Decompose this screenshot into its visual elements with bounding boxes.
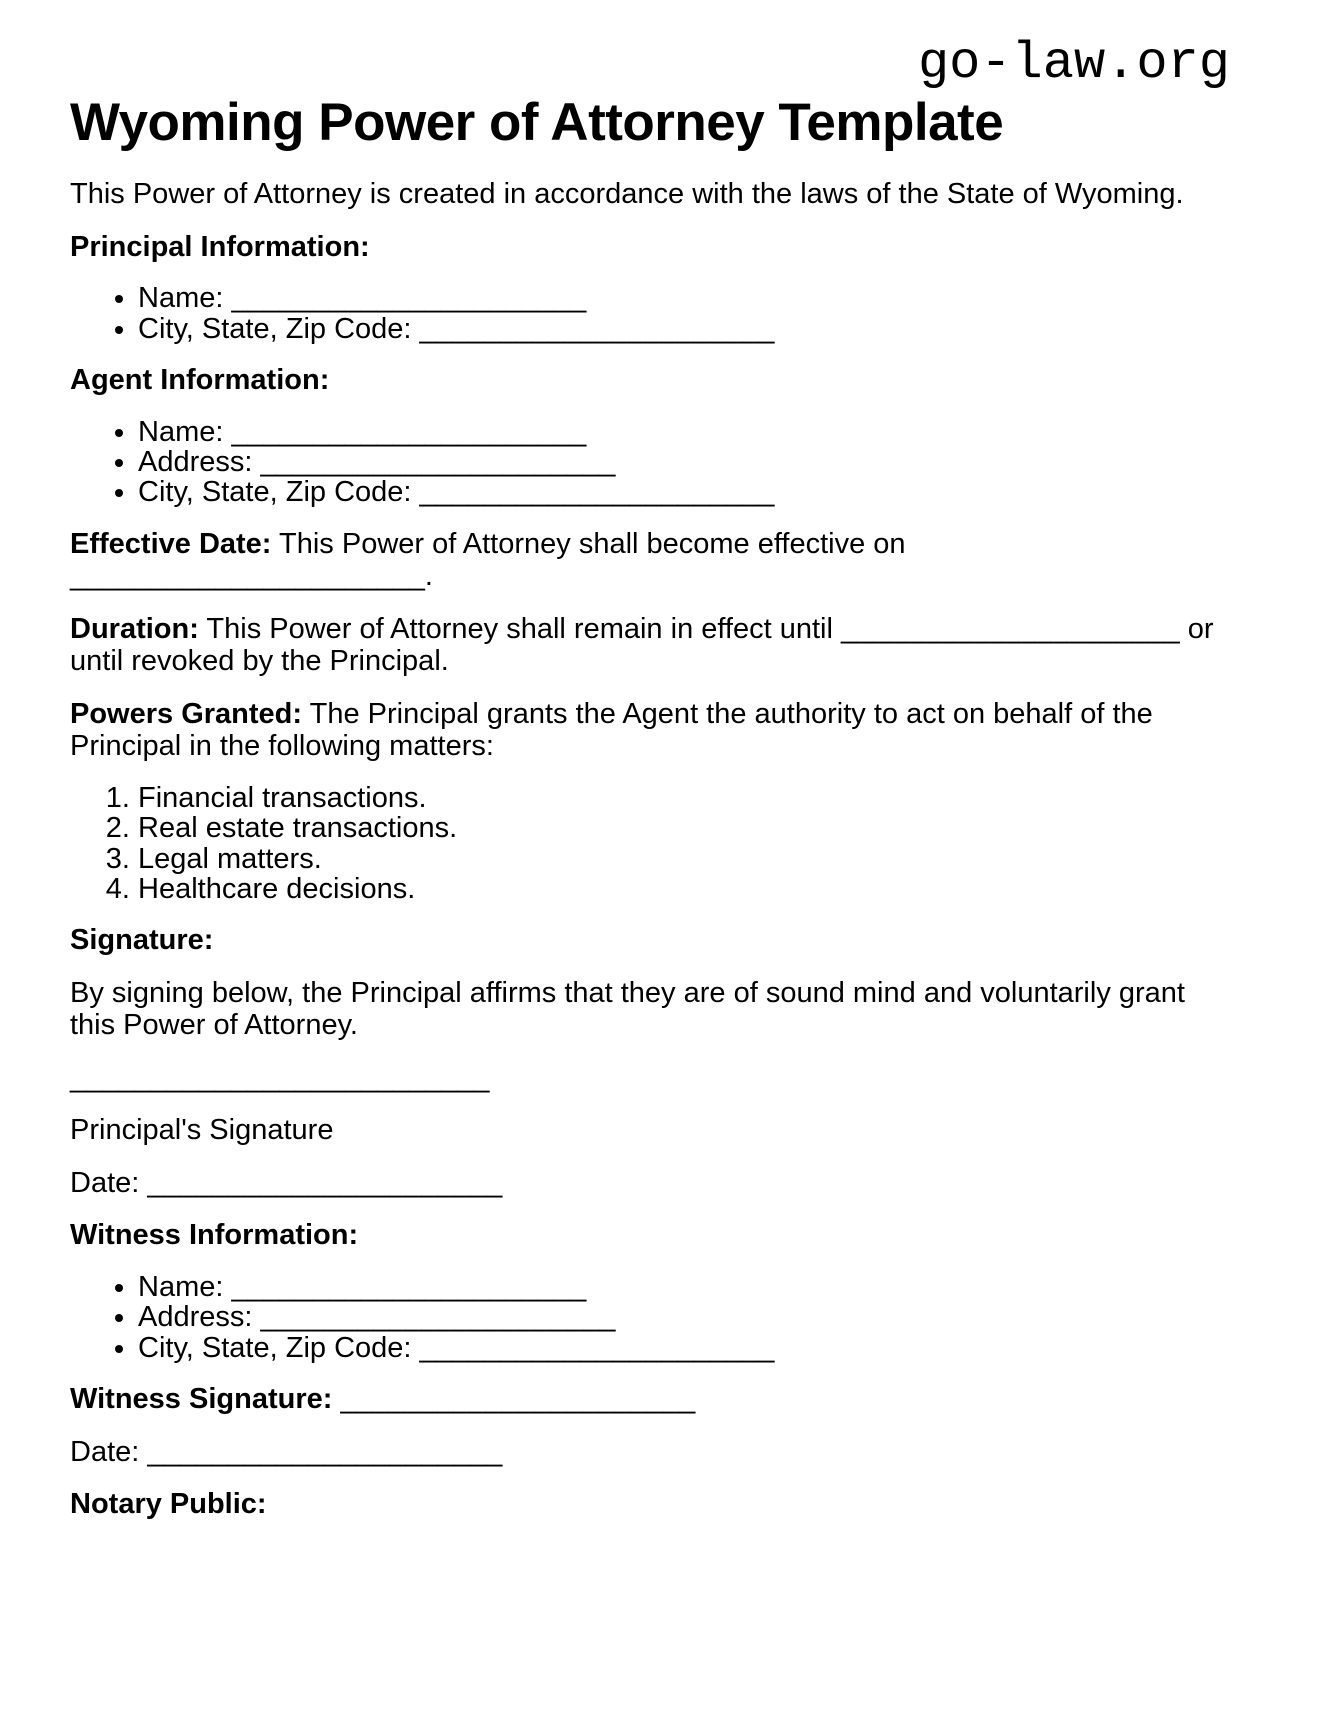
agent-address-blank: ______________________ xyxy=(260,446,616,479)
powers-granted-label: Powers Granted: xyxy=(70,697,303,730)
powers-granted-paragraph xyxy=(70,698,1230,763)
witness-information-heading: Witness Information: xyxy=(70,1219,359,1252)
agent-name-label: Name: xyxy=(138,415,224,448)
witness-signature-blank: ______________________ xyxy=(340,1383,696,1416)
power-item-financial: 1. Financial transactions. xyxy=(138,783,1230,813)
signature-heading: Signature: xyxy=(70,924,214,957)
powers-granted-list xyxy=(70,783,1230,905)
witness-date-label: Date: xyxy=(70,1435,140,1468)
effective-date-text: This Power of Attorney shall become effective on xyxy=(279,527,906,560)
duration-text-before: This Power of Attorney shall remain in effect until xyxy=(206,612,833,645)
witness-address-blank: ______________________ xyxy=(260,1301,616,1334)
witness-city-state-zip-label: City, State, Zip Code: xyxy=(138,1331,412,1364)
principal-name-field xyxy=(138,283,1230,313)
witness-address-field xyxy=(138,1302,1230,1332)
witness-name-blank: ______________________ xyxy=(231,1270,587,1303)
witness-signature-label: Witness Signature: xyxy=(70,1383,333,1416)
principal-date-line xyxy=(70,1167,1230,1199)
witness-city-state-zip-blank: ______________________ xyxy=(419,1331,775,1364)
agent-address-label: Address: xyxy=(138,446,253,479)
duration-blank: _____________________ xyxy=(840,612,1180,645)
witness-address-label: Address: xyxy=(138,1301,253,1334)
witness-information-list xyxy=(70,1272,1230,1363)
duration-label: Duration: xyxy=(70,612,199,645)
notary-public-heading: Notary Public: xyxy=(70,1487,267,1520)
agent-information-heading: Agent Information: xyxy=(70,364,330,397)
effective-date-period: . xyxy=(424,560,433,593)
agent-address-field xyxy=(138,447,1230,477)
effective-date-blank: ______________________ xyxy=(70,560,425,593)
agent-city-state-zip-field xyxy=(138,477,1230,507)
intro-paragraph: This Power of Attorney is created in accordance with the laws of the State of Wyoming. xyxy=(70,178,1184,211)
power-item-healthcare: 4. Healthcare decisions. xyxy=(138,874,1230,904)
effective-date-label: Effective Date: xyxy=(70,527,272,560)
witness-date-line xyxy=(70,1436,1230,1468)
effective-date-paragraph xyxy=(70,528,1230,593)
power-item-legal: 3. Legal matters. xyxy=(138,844,1230,874)
power-item-real-estate: 2. Real estate transactions. xyxy=(138,813,1230,843)
principal-city-state-zip-field xyxy=(138,314,1230,344)
principal-date-blank: ______________________ xyxy=(147,1166,503,1199)
witness-signature-line xyxy=(70,1383,1230,1415)
agent-city-state-zip-blank: ______________________ xyxy=(419,476,775,509)
principal-signature-caption: Principal's Signature xyxy=(70,1114,334,1147)
agent-name-blank: ______________________ xyxy=(231,415,587,448)
witness-name-label: Name: xyxy=(138,1270,224,1303)
principal-information-heading: Principal Information: xyxy=(70,230,370,263)
principal-name-blank: ______________________ xyxy=(231,282,587,315)
duration-paragraph xyxy=(70,613,1230,678)
powers-granted-text: The Principal grants the Agent the authority to act on behalf of the Principal in the following matters: xyxy=(70,697,1153,763)
witness-city-state-zip-field xyxy=(138,1333,1230,1363)
page-title: Wyoming Power of Attorney Template xyxy=(70,93,1004,152)
principal-city-state-zip-label: City, State, Zip Code: xyxy=(138,312,412,345)
affirmation-paragraph: By signing below, the Principal affirms that they are of sound mind and voluntarily grant this Power of Attorney. xyxy=(70,976,1185,1042)
agent-information-list xyxy=(70,417,1230,508)
principal-city-state-zip-blank: ______________________ xyxy=(419,312,775,345)
principal-date-label: Date: xyxy=(70,1166,140,1199)
agent-city-state-zip-label: City, State, Zip Code: xyxy=(138,476,412,509)
principal-signature-blank: __________________________ xyxy=(70,1061,490,1094)
witness-name-field xyxy=(138,1272,1230,1302)
principal-information-list xyxy=(70,283,1230,344)
brand-logo-text: go-law.org xyxy=(917,34,1230,93)
principal-signature-line xyxy=(70,1062,1230,1094)
agent-name-field xyxy=(138,417,1230,447)
principal-name-label: Name: xyxy=(138,282,224,315)
witness-date-blank: ______________________ xyxy=(147,1435,503,1468)
duration-text-after: or until revoked by the Principal. xyxy=(70,612,1214,678)
